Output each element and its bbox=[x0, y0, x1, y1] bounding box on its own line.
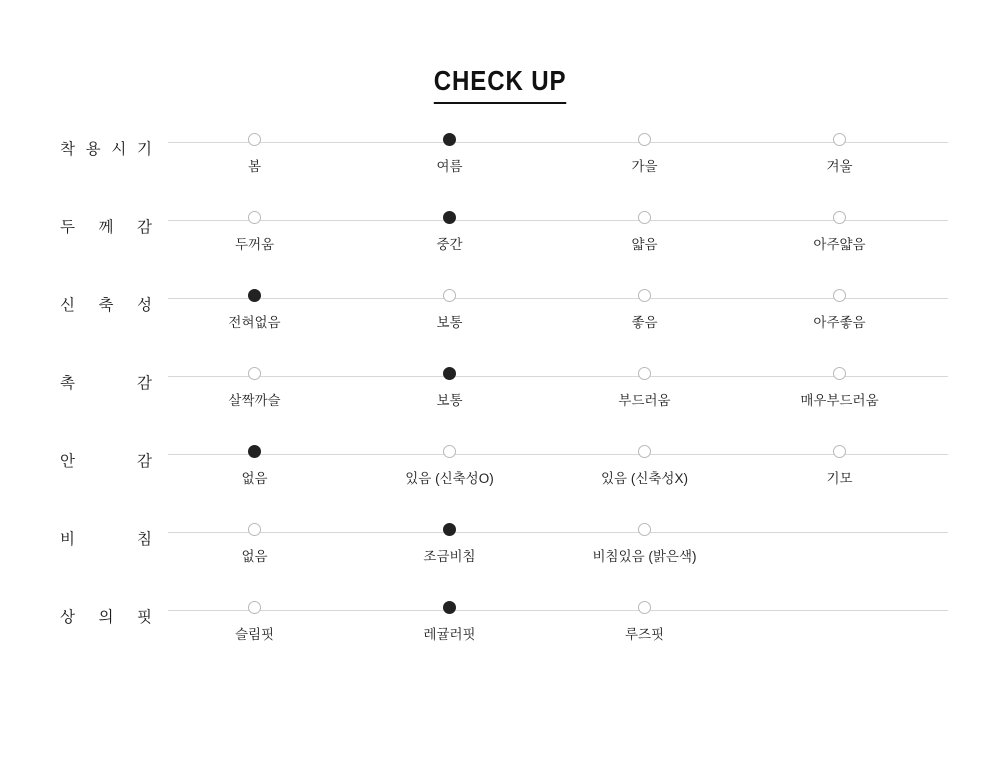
option-1[interactable] bbox=[165, 133, 345, 175]
row-label-char: 시 bbox=[111, 140, 127, 158]
check-up-chart bbox=[0, 142, 1000, 688]
option-dot[interactable] bbox=[443, 445, 456, 458]
option-2[interactable] bbox=[360, 523, 540, 565]
option-dot[interactable] bbox=[248, 601, 261, 614]
check-up-row bbox=[0, 610, 1000, 688]
option-dot-selected[interactable] bbox=[443, 211, 456, 224]
row-label-text bbox=[60, 532, 152, 548]
option-dot-selected[interactable] bbox=[443, 367, 456, 380]
row-label-text bbox=[60, 376, 152, 392]
option-label: 중간 bbox=[436, 236, 463, 252]
option-2[interactable] bbox=[360, 601, 540, 643]
option-dot[interactable] bbox=[833, 211, 846, 224]
option-1[interactable] bbox=[165, 367, 345, 409]
row-label bbox=[60, 532, 160, 548]
option-label: 보통 bbox=[436, 392, 463, 408]
row-label-char: 침 bbox=[137, 530, 152, 548]
option-dot[interactable] bbox=[638, 445, 651, 458]
option-dot-selected[interactable] bbox=[443, 133, 456, 146]
page-title-container bbox=[0, 0, 1000, 104]
option-4[interactable] bbox=[750, 289, 930, 331]
row-label-char: 기 bbox=[137, 140, 152, 158]
row-label-char: 성 bbox=[137, 296, 152, 314]
row-label-text bbox=[60, 220, 152, 236]
row-options bbox=[168, 133, 948, 193]
option-4[interactable] bbox=[750, 367, 930, 409]
row-label-char: 감 bbox=[137, 374, 152, 392]
option-1[interactable] bbox=[165, 445, 345, 487]
option-label: 살짝까슬 bbox=[228, 392, 281, 408]
option-2[interactable] bbox=[360, 211, 540, 253]
option-label: 루즈핏 bbox=[624, 626, 665, 642]
row-label-char: 두 bbox=[60, 218, 75, 236]
row-label bbox=[60, 298, 160, 314]
option-label: 겨울 bbox=[826, 158, 853, 174]
row-options bbox=[168, 601, 948, 661]
option-label: 슬림핏 bbox=[234, 626, 275, 642]
row-label-char: 의 bbox=[98, 608, 114, 626]
option-label: 봄 bbox=[247, 158, 262, 174]
option-dot[interactable] bbox=[248, 133, 261, 146]
option-label: 아주좋음 bbox=[813, 314, 866, 330]
row-label-char: 상 bbox=[60, 608, 75, 626]
option-dot-selected[interactable] bbox=[248, 289, 261, 302]
option-1[interactable] bbox=[165, 601, 345, 643]
check-up-row bbox=[0, 454, 1000, 532]
option-dot[interactable] bbox=[833, 289, 846, 302]
option-2[interactable] bbox=[360, 289, 540, 331]
option-4[interactable] bbox=[750, 211, 930, 253]
check-up-row bbox=[0, 220, 1000, 298]
option-label: 가을 bbox=[631, 158, 658, 174]
option-2[interactable] bbox=[360, 133, 540, 175]
check-up-row bbox=[0, 376, 1000, 454]
option-dot[interactable] bbox=[638, 211, 651, 224]
option-label: 있음 (신축성O) bbox=[405, 470, 494, 486]
option-dot[interactable] bbox=[638, 289, 651, 302]
row-label-char: 감 bbox=[137, 218, 152, 236]
option-label: 기모 bbox=[826, 470, 853, 486]
row-label-char: 께 bbox=[98, 218, 114, 236]
row-label bbox=[60, 454, 160, 470]
option-3[interactable] bbox=[555, 445, 735, 487]
option-label: 얇음 bbox=[631, 236, 658, 252]
row-label-text bbox=[60, 142, 152, 158]
row-label-char: 용 bbox=[85, 140, 101, 158]
option-label: 없음 bbox=[241, 470, 268, 486]
option-label: 두꺼움 bbox=[234, 236, 275, 252]
option-label: 있음 (신축성X) bbox=[601, 470, 688, 486]
option-label: 부드러움 bbox=[618, 392, 671, 408]
option-label: 여름 bbox=[436, 158, 463, 174]
row-label-char: 비 bbox=[60, 530, 75, 548]
option-label: 레귤러핏 bbox=[423, 626, 476, 642]
option-label: 좋음 bbox=[631, 314, 658, 330]
row-label bbox=[60, 220, 160, 236]
option-2[interactable] bbox=[360, 445, 540, 487]
row-options bbox=[168, 367, 948, 427]
option-dot[interactable] bbox=[638, 523, 651, 536]
option-3[interactable] bbox=[555, 211, 735, 253]
option-3[interactable] bbox=[555, 523, 735, 565]
option-label: 비침있음 (밝은색) bbox=[592, 548, 697, 564]
option-label: 아주얇음 bbox=[813, 236, 866, 252]
option-label: 보통 bbox=[436, 314, 463, 330]
option-dot[interactable] bbox=[833, 133, 846, 146]
check-up-row bbox=[0, 298, 1000, 376]
option-dot[interactable] bbox=[248, 367, 261, 380]
option-dot[interactable] bbox=[248, 523, 261, 536]
option-4[interactable] bbox=[750, 133, 930, 175]
option-1[interactable] bbox=[165, 211, 345, 253]
option-dot[interactable] bbox=[638, 133, 651, 146]
check-up-row bbox=[0, 532, 1000, 610]
row-options bbox=[168, 523, 948, 583]
row-label-char: 감 bbox=[137, 452, 152, 470]
option-dot[interactable] bbox=[638, 601, 651, 614]
option-4[interactable] bbox=[750, 445, 930, 487]
row-label bbox=[60, 142, 160, 158]
option-label: 매우부드러움 bbox=[800, 392, 879, 408]
check-up-row bbox=[0, 142, 1000, 220]
row-options bbox=[168, 211, 948, 271]
row-options bbox=[168, 445, 948, 505]
row-label-char: 핏 bbox=[137, 608, 152, 626]
option-1[interactable] bbox=[165, 523, 345, 565]
row-label-text bbox=[60, 454, 152, 470]
option-3[interactable] bbox=[555, 601, 735, 643]
option-dot-selected[interactable] bbox=[443, 601, 456, 614]
option-label: 전혀없음 bbox=[228, 314, 281, 330]
option-3[interactable] bbox=[555, 289, 735, 331]
option-3[interactable] bbox=[555, 367, 735, 409]
row-options bbox=[168, 289, 948, 349]
row-label-char: 촉 bbox=[60, 374, 75, 392]
row-label bbox=[60, 610, 160, 626]
row-label-char: 축 bbox=[98, 296, 114, 314]
row-label-char: 신 bbox=[60, 296, 75, 314]
option-dot[interactable] bbox=[248, 211, 261, 224]
option-label: 없음 bbox=[241, 548, 268, 564]
option-dot[interactable] bbox=[833, 367, 846, 380]
option-2[interactable] bbox=[360, 367, 540, 409]
option-3[interactable] bbox=[555, 133, 735, 175]
option-dot-selected[interactable] bbox=[443, 523, 456, 536]
option-dot[interactable] bbox=[443, 289, 456, 302]
option-1[interactable] bbox=[165, 289, 345, 331]
row-label-text bbox=[60, 610, 152, 626]
row-label-char: 안 bbox=[60, 452, 75, 470]
option-dot[interactable] bbox=[638, 367, 651, 380]
option-dot-selected[interactable] bbox=[248, 445, 261, 458]
row-label-char: 착 bbox=[60, 140, 75, 158]
row-label bbox=[60, 376, 160, 392]
option-dot[interactable] bbox=[833, 445, 846, 458]
page-title: CHECK UP bbox=[434, 66, 567, 104]
option-label: 조금비침 bbox=[423, 548, 476, 564]
row-label-text bbox=[60, 298, 152, 314]
